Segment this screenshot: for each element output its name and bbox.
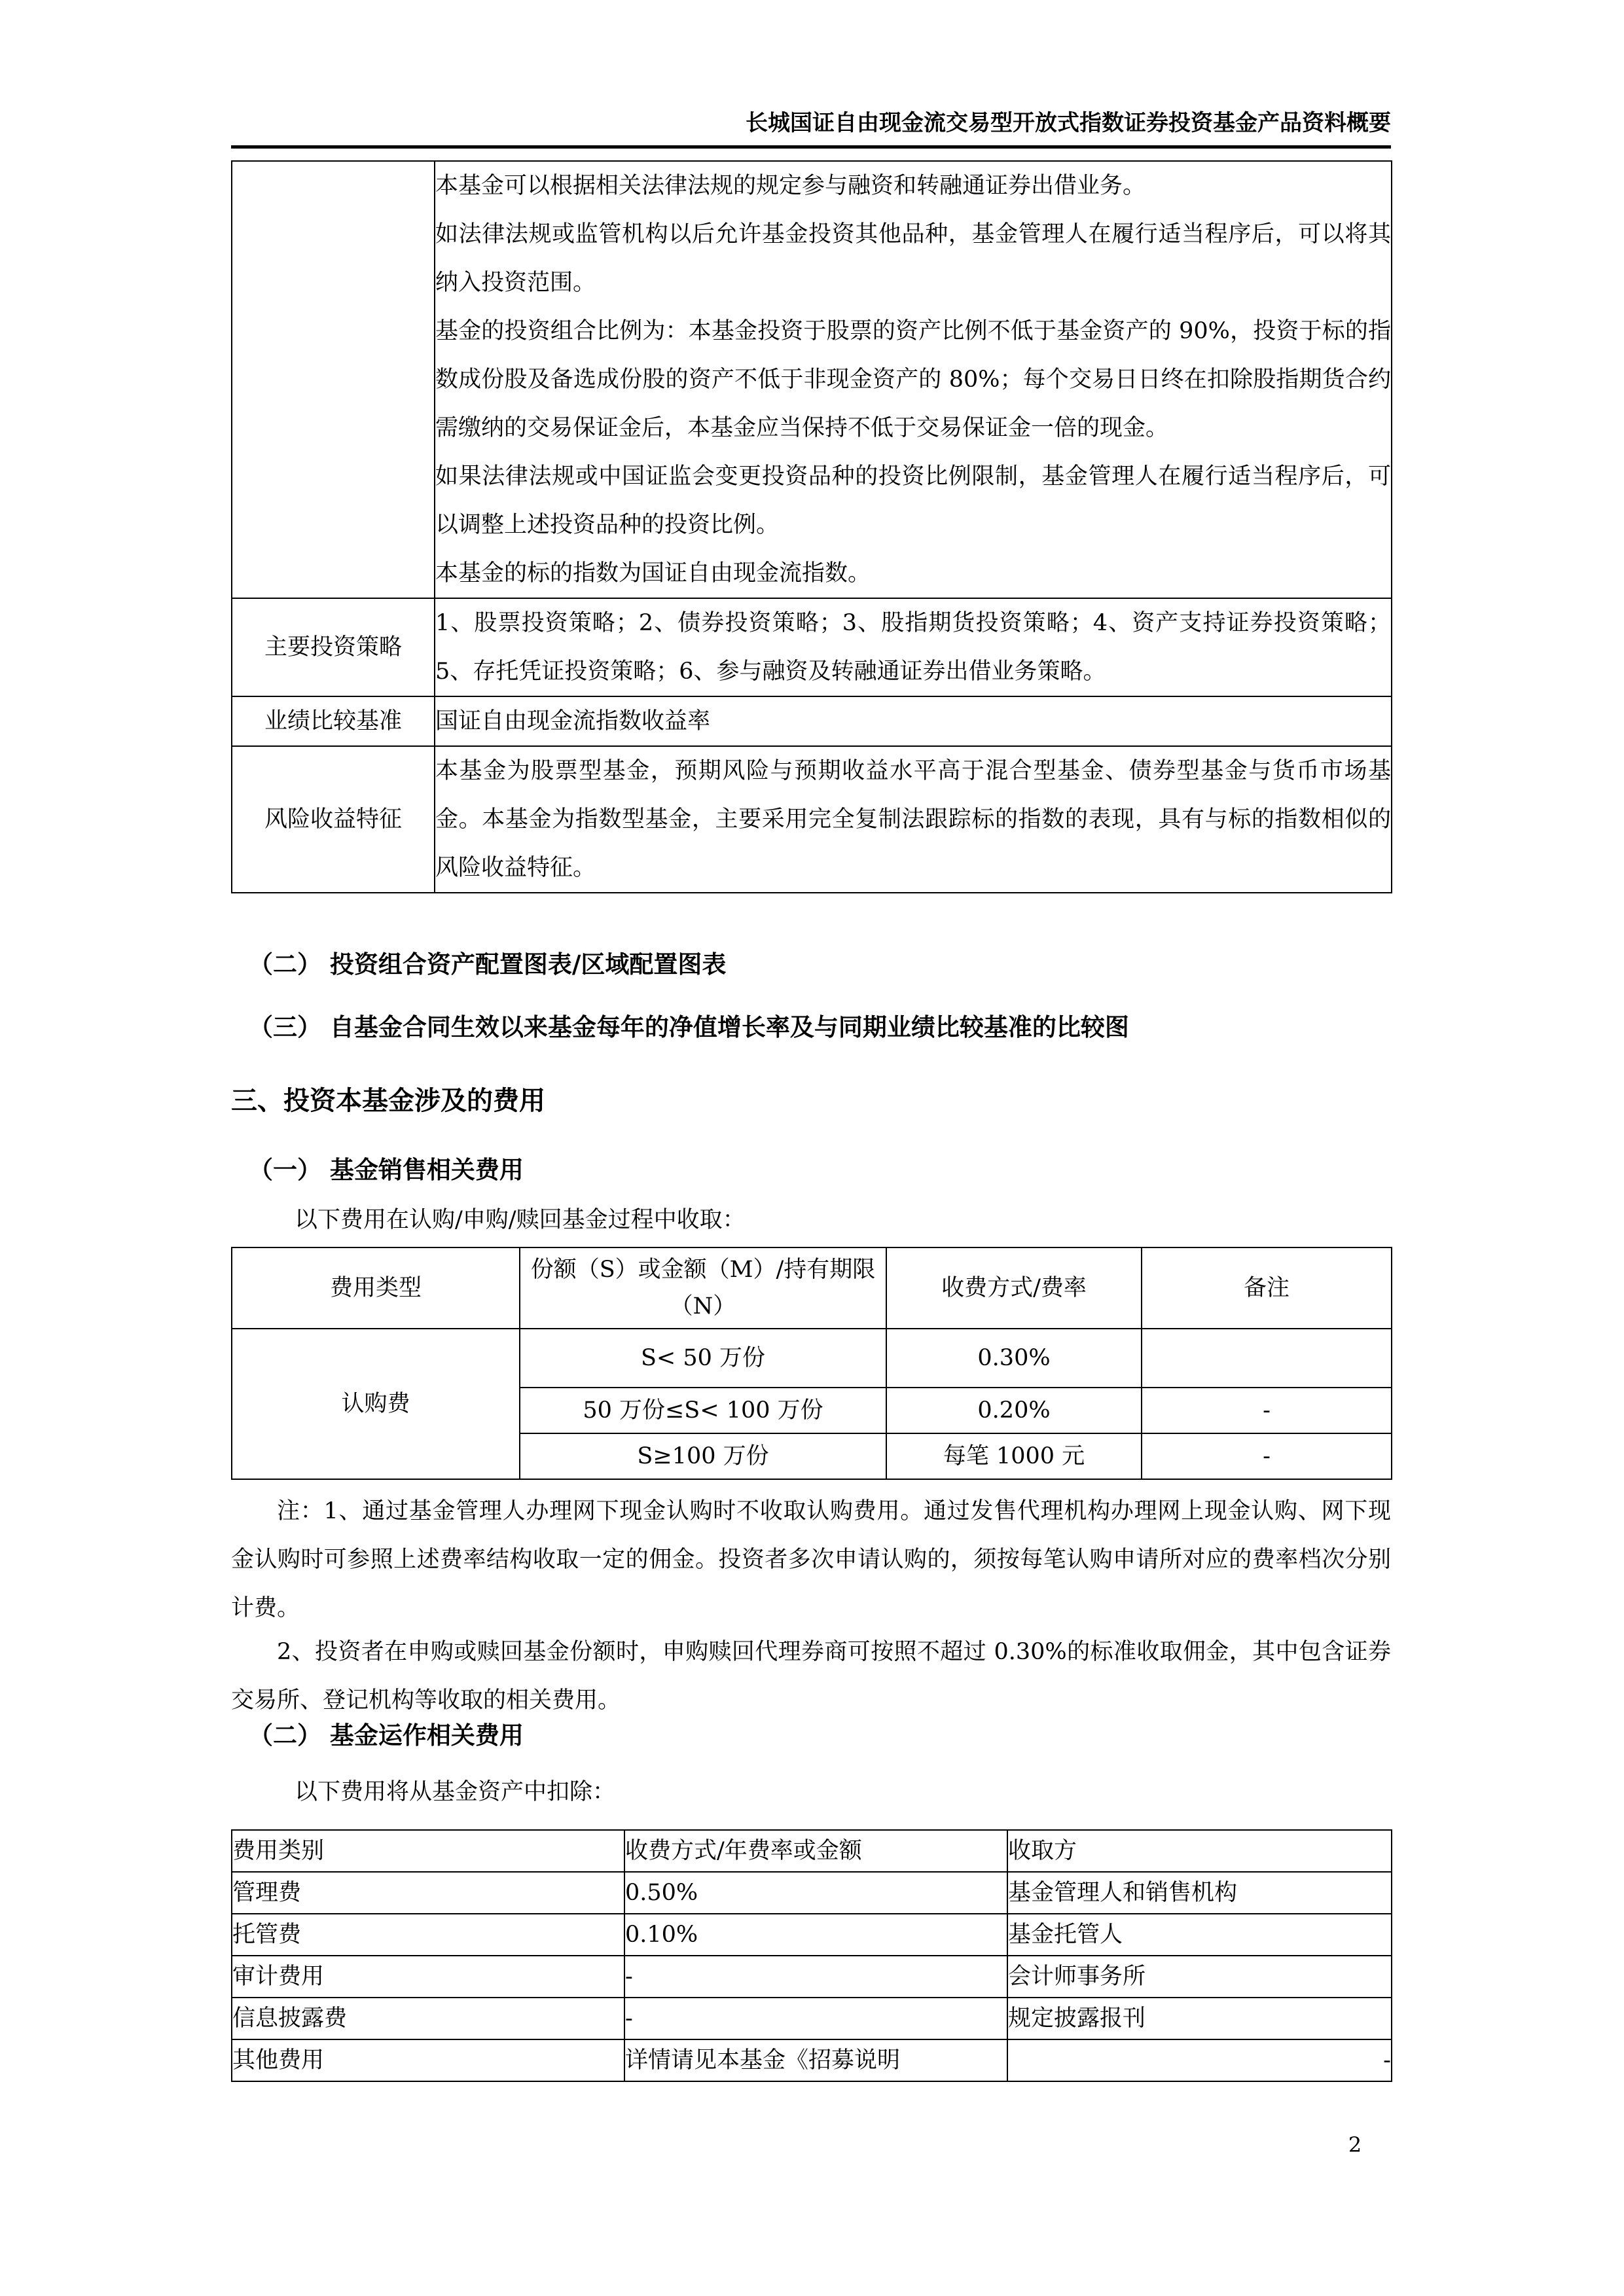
fund-info-value-0	[435, 161, 1392, 598]
sales-fee-rate-2: 每笔 1000 元	[886, 1433, 1142, 1479]
sales-fee-header-note: 备注	[1142, 1247, 1392, 1329]
operating-fee-rate-2: -	[624, 1956, 1007, 1998]
paragraph: 基金的投资组合比例为：本基金投资于股票的资产比例不低于基金资产的 90%，投资于标的指数成份股及备选成份股的资产不低于非现金资产的 80%；每个交易日日终在扣除股指期货合约需缴纳的交易保证金后，本基金应当保持不低于交易保证金一倍的现金。	[435, 318, 1391, 441]
fund-info-label-2: 业绩比较基准	[232, 696, 435, 746]
section-three-heading: 三、投资本基金涉及的费用	[231, 1086, 545, 1116]
paragraph: 如果法律法规或中国证监会变更投资品种的投资比例限制，基金管理人在履行适当程序后，可以调整上述投资品种的投资比例。	[435, 463, 1391, 538]
sales-fee-tier-0: S< 50 万份	[520, 1329, 886, 1388]
operating-fee-table	[231, 1829, 1392, 2082]
section-three-sub-two: （二） 基金运作相关费用	[249, 1721, 524, 1749]
operating-fee-rate-3: -	[624, 1998, 1007, 2039]
sales-fee-intro: 以下费用在认购/申购/赎回基金过程中收取：	[295, 1207, 746, 1233]
fund-info-label-1: 主要投资策略	[232, 598, 435, 696]
operating-fee-category-3: 信息披露费	[232, 1998, 624, 2039]
operating-fee-rate-1: 0.10%	[624, 1914, 1007, 1956]
paragraph: 本基金的标的指数为国证自由现金流指数。	[435, 560, 871, 586]
table-row	[232, 1872, 1392, 1914]
table-row	[232, 746, 1392, 893]
section-two-item-2: （二） 投资组合资产配置图表/区域配置图表	[249, 950, 727, 978]
sales-fee-tier-1: 50 万份≤S< 100 万份	[520, 1388, 886, 1433]
operating-fee-rate-4: 详情请见本基金《招募说明	[624, 2039, 1007, 2081]
operating-fee-payee-1: 基金托管人	[1007, 1914, 1392, 1956]
operating-fee-category-2: 审计费用	[232, 1956, 624, 1998]
section-two-item-3: （三） 自基金合同生效以来基金每年的净值增长率及与同期业绩比较基准的比较图	[249, 1013, 1129, 1041]
sales-fee-note-2: -	[1142, 1433, 1392, 1479]
operating-fee-payee-3: 规定披露报刊	[1007, 1998, 1392, 2039]
sales-fee-header-amount: 份额（S）或金额（M）/持有期限（N）	[520, 1247, 886, 1329]
table-row	[232, 598, 1392, 696]
paragraph: 国证自由现金流指数收益率	[435, 708, 711, 734]
operating-fee-header-category: 费用类别	[232, 1830, 624, 1872]
section-three-sub-one: （一） 基金销售相关费用	[249, 1156, 524, 1184]
operating-fee-intro: 以下费用将从基金资产中扣除：	[295, 1779, 616, 1805]
sales-fee-note-2: 2、投资者在申购或赎回基金份额时，申购赎回代理券商可按照不超过 0.30%的标准收取佣金，其中包含证券交易所、登记机构等收取的相关费用。	[231, 1639, 1391, 1713]
operating-fee-category-1: 托管费	[232, 1914, 624, 1956]
header-divider-rule	[231, 145, 1391, 149]
table-row	[232, 1914, 1392, 1956]
table-row	[232, 161, 1392, 598]
sales-fee-note-0	[1142, 1329, 1392, 1388]
table-row	[232, 1998, 1392, 2039]
operating-fee-payee-4: -	[1007, 2039, 1392, 2081]
table-row	[232, 1956, 1392, 1998]
operating-fee-payee-2: 会计师事务所	[1007, 1956, 1392, 1998]
fund-info-value-3	[435, 746, 1392, 893]
paragraph: 1、股票投资策略；2、债券投资策略；3、股指期货投资策略；4、资产支持证券投资策略；5、存托凭证投资策略；6、参与融资及转融通证券出借业务策略。	[435, 610, 1391, 685]
fund-info-table	[231, 160, 1392, 893]
operating-fee-category-4: 其他费用	[232, 2039, 624, 2081]
sales-fee-header-type: 费用类型	[232, 1247, 520, 1329]
paragraph: 本基金可以根据相关法律法规的规定参与融资和转融通证券出借业务。	[435, 173, 1146, 199]
paragraph: 本基金为股票型基金，预期风险与预期收益水平高于混合型基金、债券型基金与货币市场基金。本基金为指数型基金，主要采用完全复制法跟踪标的指数的表现，具有与标的指数相似的风险收益特征。	[435, 758, 1391, 881]
paragraph: 如法律法规或监管机构以后允许基金投资其他品种，基金管理人在履行适当程序后，可以将其纳入投资范围。	[435, 221, 1391, 296]
table-row	[232, 1329, 1392, 1388]
operating-fee-header-payee: 收取方	[1007, 1830, 1392, 1872]
sales-fee-note-1: 注：1、通过基金管理人办理网下现金认购时不收取认购费用。通过发售代理机构办理网上现金认购、网下现金认购时可参照上述费率结构收取一定的佣金。投资者多次申请认购的，须按每笔认购申请所对应的费率档次分别计费。	[231, 1498, 1391, 1621]
fund-info-value-2	[435, 696, 1392, 746]
table-row	[232, 696, 1392, 746]
sales-fee-rate-0: 0.30%	[886, 1329, 1142, 1388]
fund-info-value-1	[435, 598, 1392, 696]
sales-fee-table	[231, 1247, 1392, 1480]
fund-info-label-3: 风险收益特征	[232, 746, 435, 893]
sales-fee-tier-2: S≥100 万份	[520, 1433, 886, 1479]
operating-fee-payee-0: 基金管理人和销售机构	[1007, 1872, 1392, 1914]
page-header-title: 长城国证自由现金流交易型开放式指数证券投资基金产品资料概要	[746, 110, 1391, 136]
sales-fee-group-label: 认购费	[232, 1329, 520, 1479]
sales-fee-rate-1: 0.20%	[886, 1388, 1142, 1433]
fund-info-label-0	[232, 161, 435, 598]
operating-fee-rate-0: 0.50%	[624, 1872, 1007, 1914]
sales-fee-header-rate: 收费方式/费率	[886, 1247, 1142, 1329]
sales-fee-note-1: -	[1142, 1388, 1392, 1433]
operating-fee-header-rate: 收费方式/年费率或金额	[624, 1830, 1007, 1872]
table-row	[232, 2039, 1392, 2081]
operating-fee-category-0: 管理费	[232, 1872, 624, 1914]
page-number: 2	[1348, 2132, 1362, 2157]
table-header-row	[232, 1247, 1392, 1329]
table-header-row	[232, 1830, 1392, 1872]
